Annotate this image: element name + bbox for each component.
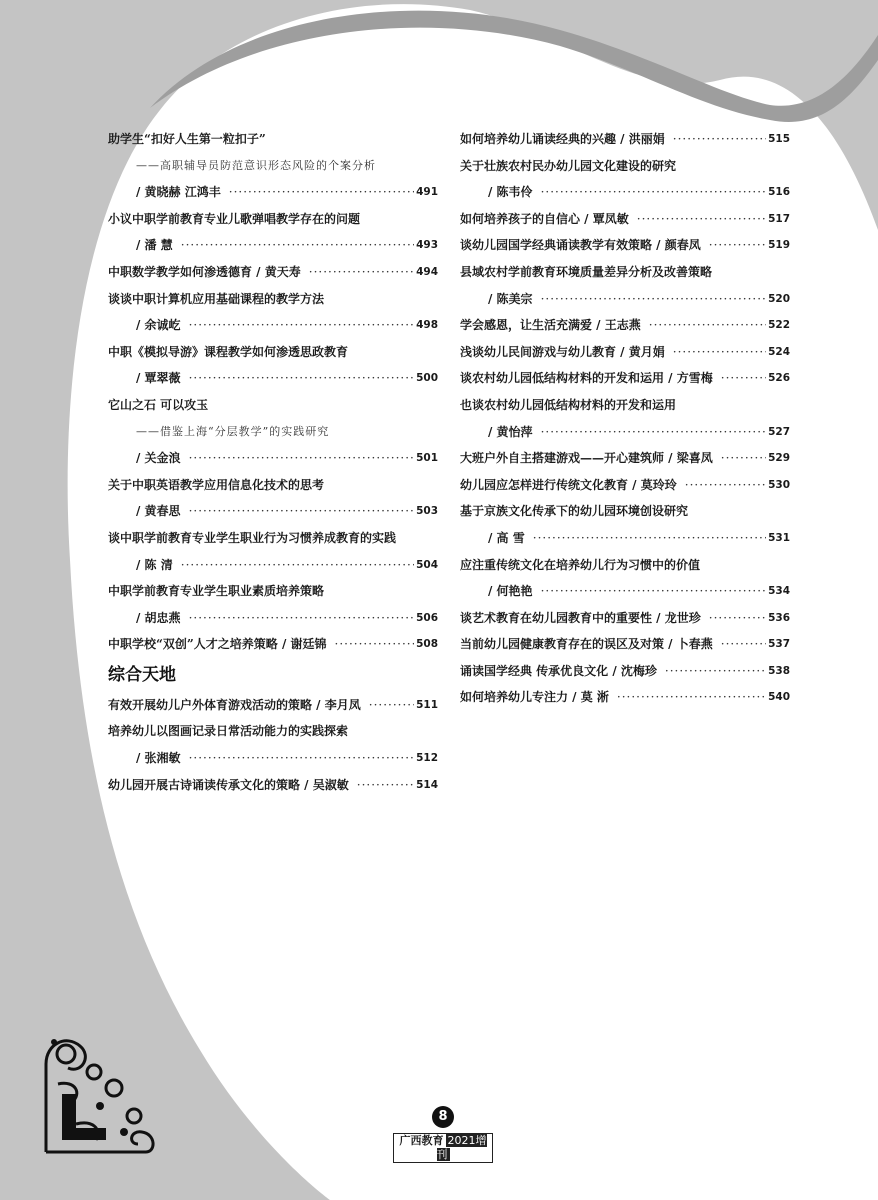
entry-title: 关于中职英语教学应用信息化技术的思考 (108, 477, 325, 492)
leader-dots (673, 126, 766, 153)
toc-entry[interactable] (460, 153, 790, 206)
leader-dots (541, 419, 767, 446)
toc-entry[interactable] (108, 772, 438, 799)
leader-dots (189, 445, 415, 472)
entry-title: 幼儿园开展古诗诵读传承文化的策略 / 吴淑敏 (108, 777, 349, 792)
entry-page: 540 (768, 691, 790, 704)
entry-page: 501 (416, 452, 438, 465)
toc-entry[interactable] (460, 445, 790, 472)
entry-title: 培养幼儿以图画记录日常活动能力的实践探索 (108, 724, 349, 739)
leader-dots (541, 286, 767, 313)
entry-author: / 胡忠燕 (136, 610, 181, 625)
entry-title: 有效开展幼儿户外体育游戏活动的策略 / 李月凤 (108, 697, 361, 712)
entry-title: 中职学校“双创”人才之培养策略 / 谢廷锦 (108, 637, 327, 652)
toc-entry[interactable] (460, 259, 790, 312)
toc-entry[interactable] (460, 552, 790, 605)
entry-author: / 黄春思 (136, 504, 181, 519)
entry-page: 504 (416, 558, 438, 571)
leader-dots (369, 692, 414, 719)
toc-entry[interactable] (108, 472, 438, 525)
toc-entry[interactable] (460, 605, 790, 632)
entry-subtitle: ——高职辅导员防范意识形态风险的个案分析 (136, 158, 376, 172)
entry-title: 谈中职学前教育专业学生职业行为习惯养成教育的实践 (108, 530, 397, 545)
entry-author: / 黄晓赫 江鸿丰 (136, 185, 221, 200)
entry-title: 浅谈幼儿民间游戏与幼儿教育 / 黄月娟 (460, 344, 665, 359)
leader-dots (181, 232, 414, 259)
leader-dots (189, 498, 415, 525)
entry-title: 谈谈中职计算机应用基础课程的教学方法 (108, 291, 325, 306)
leader-dots (649, 312, 766, 339)
entry-page: 494 (416, 265, 438, 278)
entry-title: 大班户外自主搭建游戏——开心建筑师 / 梁喜凤 (460, 451, 713, 466)
toc-entry[interactable] (460, 339, 790, 366)
entry-author: / 陈韦伶 (488, 185, 533, 200)
leader-dots (181, 552, 414, 579)
entry-title: 中职数学教学如何渗透德育 / 黄天寿 (108, 264, 301, 279)
entry-author: / 何艳艳 (488, 584, 533, 599)
entry-page: 511 (416, 698, 438, 711)
toc-entry[interactable] (108, 339, 438, 392)
entry-title: 它山之石 可以攻玉 (108, 397, 209, 412)
toc-entry[interactable] (108, 718, 438, 771)
leader-dots (709, 605, 766, 632)
entry-author: / 张湘敏 (136, 751, 181, 766)
leader-dots (541, 578, 767, 605)
toc-entry[interactable] (108, 206, 438, 259)
entry-title: 学会感恩，让生活充满爱 / 王志燕 (460, 318, 641, 333)
entry-title: 应注重传统文化在培养幼儿行为习惯中的价值 (460, 557, 701, 572)
entry-page: 515 (768, 133, 790, 145)
entry-subtitle: ——借鉴上海“分层教学”的实践研究 (136, 424, 330, 438)
leader-dots (189, 365, 415, 392)
leader-dots (721, 445, 766, 472)
entry-title: 如何培养孩子的自信心 / 覃凤敏 (460, 211, 629, 226)
toc-entry[interactable] (108, 392, 438, 472)
entry-author: / 陈美宗 (488, 291, 533, 306)
entry-title: 如何培养幼儿诵读经典的兴趣 / 洪丽娟 (460, 132, 665, 146)
entry-title: 县域农村学前教育环境质量差异分析及改善策略 (460, 264, 713, 279)
entry-title: 谈艺术教育在幼儿园教育中的重要性 / 龙世珍 (460, 610, 701, 625)
toc-entry[interactable] (108, 631, 438, 658)
leader-dots (617, 684, 766, 711)
entry-page: 530 (768, 478, 790, 491)
entry-author: / 潘 慧 (136, 238, 173, 253)
leader-dots (309, 259, 414, 286)
entry-page: 536 (768, 611, 790, 624)
entry-page: 538 (768, 664, 790, 677)
toc-entry[interactable] (460, 684, 790, 711)
entry-author: / 余诚屹 (136, 318, 181, 333)
entry-title: 关于壮族农村民办幼儿园文化建设的研究 (460, 158, 677, 173)
toc-entry[interactable] (460, 498, 790, 551)
entry-author: / 覃翠薇 (136, 371, 181, 386)
scroll-ornament-icon (36, 1024, 158, 1156)
entry-page: 524 (768, 345, 790, 358)
toc-entry[interactable] (460, 206, 790, 233)
toc-entry[interactable] (108, 259, 438, 286)
leader-dots (189, 605, 415, 632)
entry-page: 493 (416, 239, 438, 252)
entry-page: 508 (416, 638, 438, 651)
entry-page: 500 (416, 372, 438, 385)
journal-name: 广西教育 (399, 1134, 444, 1147)
entry-title: 也谈农村幼儿园低结构材料的开发和运用 (460, 397, 677, 412)
entry-page: 534 (768, 585, 790, 598)
toc-entry[interactable] (460, 472, 790, 499)
entry-title: 诵读国学经典 传承优良文化 / 沈梅珍 (460, 663, 657, 678)
entry-page: 498 (416, 319, 438, 332)
entry-title: 如何培养幼儿专注力 / 莫 淅 (460, 690, 609, 705)
leader-dots (665, 658, 766, 685)
leader-dots (189, 745, 415, 772)
entry-title: 助学生“扣好人生第一粒扣子” (108, 132, 266, 146)
entry-title: 基于京族文化传承下的幼儿园环境创设研究 (460, 504, 689, 519)
entry-title: 当前幼儿园健康教育存在的误区及对策 / 卜春燕 (460, 637, 713, 652)
toc-left-column (108, 126, 438, 798)
page-footer (393, 1106, 493, 1163)
entry-page: 512 (416, 752, 438, 765)
toc-entry[interactable] (108, 525, 438, 578)
entry-author: / 高 雪 (488, 530, 525, 545)
entry-page: 526 (768, 372, 790, 385)
toc-entry[interactable] (108, 578, 438, 631)
entry-title: 谈农村幼儿园低结构材料的开发和运用 / 方雪梅 (460, 371, 713, 386)
toc-entry[interactable] (460, 658, 790, 685)
toc-entry[interactable] (460, 365, 790, 392)
leader-dots (721, 365, 766, 392)
entry-page: 520 (768, 292, 790, 305)
entry-title: 小议中职学前教育专业儿歌弹唱教学存在的问题 (108, 211, 361, 226)
toc-entry[interactable] (460, 312, 790, 339)
journal-badge (393, 1133, 493, 1163)
leader-dots (541, 179, 767, 206)
page-number: 8 (432, 1106, 454, 1128)
entry-title: 幼儿园应怎样进行传统文化教育 / 莫玲玲 (460, 477, 677, 492)
entry-author: / 黄怡萍 (488, 424, 533, 439)
entry-page: 529 (768, 452, 790, 465)
entry-author: / 陈 清 (136, 557, 173, 572)
entry-page: 519 (768, 239, 790, 252)
leader-dots (357, 772, 414, 799)
entry-page: 537 (768, 638, 790, 651)
toc-entry[interactable] (460, 392, 790, 445)
toc-entry[interactable] (108, 692, 438, 719)
leader-dots (721, 631, 766, 658)
leader-dots (685, 472, 766, 499)
leader-dots (709, 232, 766, 259)
entry-title: 谈幼儿园国学经典诵读教学有效策略 / 颜春凤 (460, 238, 701, 253)
entry-title: 中职《模拟导游》课程教学如何渗透思政教育 (108, 344, 349, 359)
toc-entry[interactable] (460, 232, 790, 259)
entry-page: 503 (416, 505, 438, 518)
entry-page: 522 (768, 319, 790, 332)
leader-dots (533, 525, 766, 552)
entry-page: 531 (768, 531, 790, 544)
entry-page: 514 (416, 778, 438, 791)
section-heading: 综合天地 (108, 664, 176, 685)
toc-entry[interactable] (108, 126, 438, 206)
leader-dots (229, 179, 414, 206)
leader-dots (335, 631, 415, 658)
entry-page: 527 (768, 425, 790, 438)
toc-right-column (460, 126, 790, 711)
journal-issue: 2021增刊 (436, 1134, 487, 1161)
leader-dots (673, 339, 766, 366)
leader-dots (189, 312, 415, 339)
entry-page: 517 (768, 212, 790, 225)
entry-title: 中职学前教育专业学生职业素质培养策略 (108, 584, 325, 599)
toc-entry[interactable] (460, 126, 790, 153)
leader-dots (637, 206, 766, 233)
entry-page: 516 (768, 186, 790, 199)
entry-page: 506 (416, 611, 438, 624)
toc-entry[interactable] (108, 286, 438, 339)
toc-entry[interactable] (460, 631, 790, 658)
entry-page: 491 (416, 186, 438, 199)
entry-author: / 关金浪 (136, 451, 181, 466)
